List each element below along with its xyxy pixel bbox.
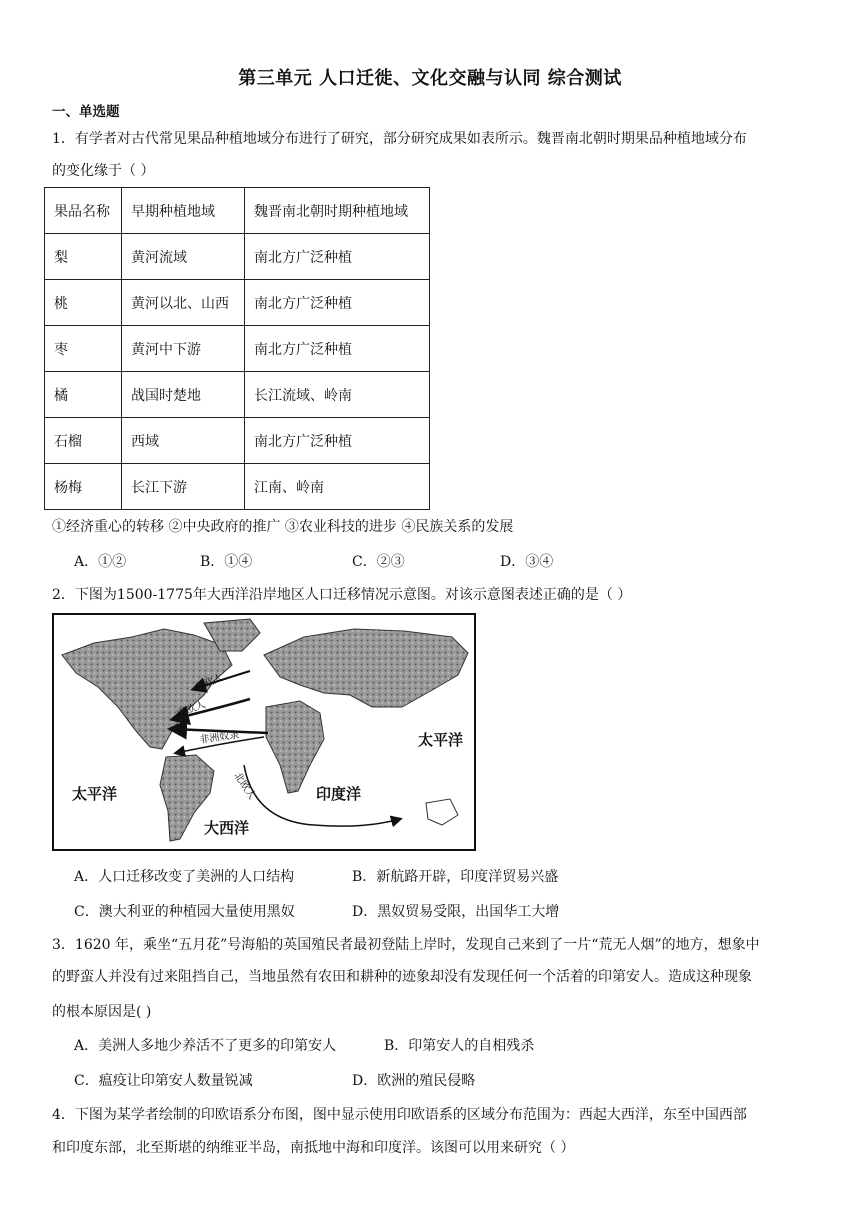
africa-shape [266,701,324,793]
fruit-table [44,187,430,510]
q1-option-a[interactable]: A．①② [74,554,127,570]
q4-line2: 和印度东部，北至斯堪的纳维亚半岛，南抵地中海和印度洋。该图可以用来研究（ ） [52,1140,575,1156]
q3-line2: 的野蛮人并没有过来阻挡自己，当地虽然有农田和耕种的迹象却没有发现任何一个活着的印第安人。造成这种现象 [52,969,752,985]
label-north-eu-2: 北欧人 [231,770,258,802]
q1-option-b[interactable]: B．①④ [200,554,253,570]
australia-shape [426,799,458,825]
q2-options-row2 [74,901,559,921]
table-row [45,372,430,418]
table-cell: 南北方广泛种植 [245,234,430,280]
q3-option-a[interactable]: A．美洲人多地少养活不了更多的印第安人 [74,1038,337,1054]
table-cell: 南北方广泛种植 [245,418,430,464]
label-african-slaves: 非洲奴隶 [198,729,241,746]
q1-statements: ①经济重心的转移 ②中央政府的推广 ③农业科技的进步 ④民族关系的发展 [52,519,514,535]
label-pacific-left: 太平洋 [72,785,118,803]
table-cell: 长江流域、岭南 [245,372,430,418]
q3-option-d[interactable]: D．欧洲的殖民侵略 [352,1073,476,1089]
label-pacific-right: 太平洋 [418,731,464,749]
q3-line3: 的根本原因是( ) [52,1004,152,1020]
section-heading: 一、单选题 [52,104,120,120]
label-atlantic-ocean: 大西洋 [204,819,250,837]
q3-options-row1 [74,1035,534,1055]
table-row [45,234,430,280]
world-map-svg [54,615,474,849]
table-cell: 长江下游 [122,464,245,510]
table-header-cell: 果品名称 [45,188,122,234]
table-row [45,464,430,510]
page-title: 第三单元 人口迁徙、文化交融与认同 综合测试 [238,68,622,89]
label-indian-ocean: 印度洋 [316,785,362,803]
table-cell: 杨梅 [45,464,122,510]
label-north-eu-1: 北欧人 [193,672,225,694]
table-cell: 南北方广泛种植 [245,326,430,372]
table-cell: 橘 [45,372,122,418]
table-header-cell: 早期种植地域 [122,188,245,234]
table-cell: 石榴 [45,418,122,464]
q2-stem: 2．下图为1500-1775年大西洋沿岸地区人口迁移情况示意图。对该示意图表述正确的是（ ） [52,587,632,603]
table-cell: 黄河以北、山西 [122,280,245,326]
q3-line1: 3．1620 年，乘坐“五月花”号海船的英国殖民者最初登陆上岸时，发现自己来到了一片“荒无人烟”的地方，想象中 [52,937,760,953]
q2-option-d[interactable]: D．黑奴贸易受限，出国华工大增 [352,904,560,920]
q3-options-row2 [74,1070,475,1090]
table-row [45,326,430,372]
q2-option-c[interactable]: C．澳大利亚的种植园大量使用黑奴 [74,904,295,920]
table-cell: 桃 [45,280,122,326]
table-row [45,280,430,326]
q2-options-row1 [74,866,558,886]
q1-options [74,551,553,571]
table-cell: 黄河中下游 [122,326,245,372]
table-cell: 梨 [45,234,122,280]
q4-line1: 4．下图为某学者绘制的印欧语系分布图，图中显示使用印欧语系的区域分布范围为：西起大西洋，东至中国西部 [52,1107,747,1123]
table-cell: 江南、岭南 [245,464,430,510]
table-header-row [45,188,430,234]
eurasia-shape [264,629,468,707]
table-row [45,418,430,464]
table-cell: 西域 [122,418,245,464]
q3-option-b[interactable]: B．印第安人的自相残杀 [384,1038,535,1054]
q3-option-c[interactable]: C．瘟疫让印第安人数量锐减 [74,1073,253,1089]
table-cell: 战国时楚地 [122,372,245,418]
label-south-eu: 南欧人 [175,699,208,720]
q1-stem-line2: 的变化缘于（ ） [52,163,155,179]
table-header-cell: 魏晋南北朝时期种植地域 [245,188,430,234]
q1-option-c[interactable]: C．②③ [352,554,405,570]
q2-option-b[interactable]: B．新航路开辟，印度洋贸易兴盛 [352,869,559,885]
q1-stem-line1: 1．有学者对古代常见果品种植地域分布进行了研究，部分研究成果如表所示。魏晋南北朝时期果品种植地域分布 [52,131,747,147]
table-cell: 枣 [45,326,122,372]
table-cell: 南北方广泛种植 [245,280,430,326]
migration-map [52,613,476,851]
q2-option-a[interactable]: A．人口迁移改变了美洲的人口结构 [74,869,295,885]
table-cell: 黄河流域 [122,234,245,280]
q1-option-d[interactable]: D．③④ [500,554,554,570]
